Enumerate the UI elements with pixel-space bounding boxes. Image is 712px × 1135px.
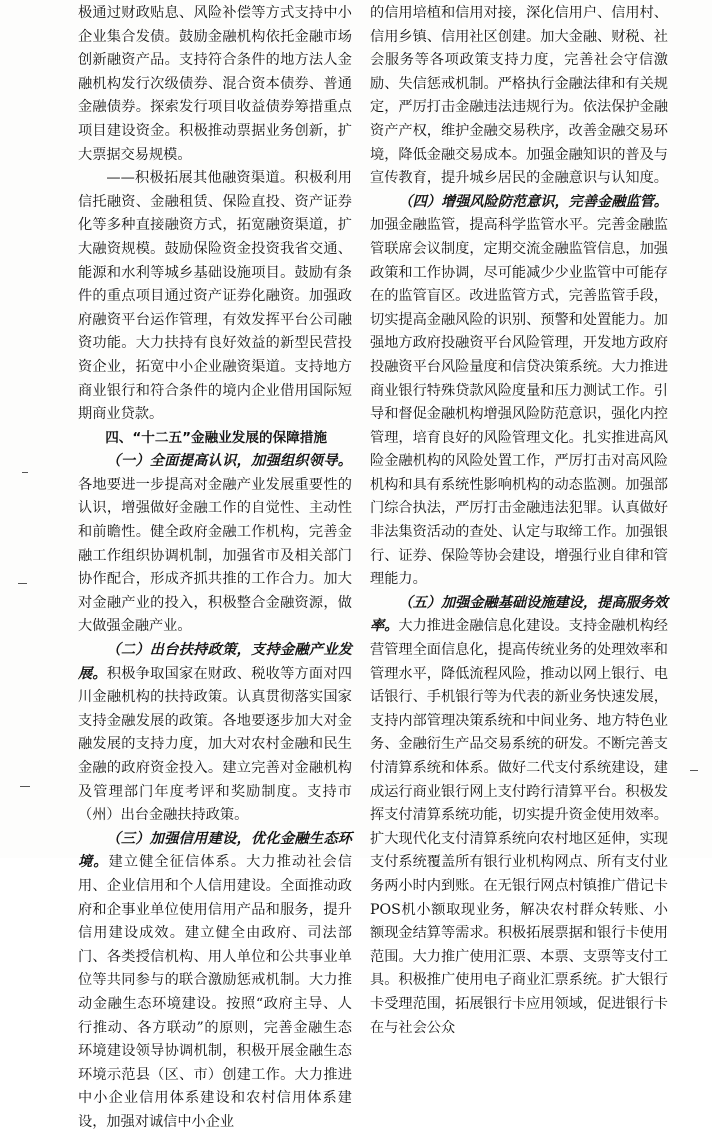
paragraph-policy — [78, 639, 352, 828]
body-credit: 建立健全征信体系。大力推动社会信用、企业信用和个人信用建设。全面推动政府和企事业单位使用信用产品和服务，提升信用建设成效。建立健全由政府、司法部门、各类授信机构、用人单位和公共事业单位等共同参与的联合激励惩戒机制。大力推动金融生态环境建设。按照“政府主导、人行推动、各方联动”的原则，完善金融生态环境建设领导协调机制，积极开展金融生态环境示范县（区、市）创建工作。大力推进中小企业信用体系建设和农村信用体系建设，加强对诚信中小企业 — [78, 854, 352, 1130]
paragraph-awareness — [78, 450, 352, 639]
paragraph-infrastructure — [370, 592, 668, 1040]
body-awareness: 各地要进一步提高对金融产业发展重要性的认识，增强做好金融工作的自觉性、主动性和前瞻性。健全政府金融工作机构，完善金融工作组织协调机制，加强省市及相关部门协作配合，形成齐抓共推的工作合力。加大对金融产业的投入，积极整合金融资源，做大做强金融产业。 — [78, 476, 352, 635]
paragraph-credit-continued: 的信用培植和信用对接，深化信用户、信用村、信用乡镇、信用社区创建。加大金融、财税、社会服务等各项政策支持力度，完善社会守信激励、失信惩戒机制。严格执行金融法律和有关规定，严厉打击金融违法违规行为。依法保护金融资产产权，维护金融交易秩序，改善金融交易环境，降低金融交易成本。加强金融知识的普及与宣传教育，提升城乡居民的金融意识与认知度。 — [370, 5, 668, 187]
paragraph-risk — [370, 191, 668, 592]
right-column — [370, 2, 668, 1036]
scan-mark — [22, 472, 28, 473]
subheading-policy: （二）出台扶持政策，支持金融产业发展。 — [78, 642, 352, 682]
body-risk: 加强金融监管，提高科学监管水平。完善金融监管联席会议制度，定期交流金融监管信息，加强政策和工作协调，尽可能减少少业监管中可能存在的监管盲区。改进监管方式，完善监管手段，切实提高金融风险的识别、预警和处置能力。加强地方政府投融资平台风险管理，开发地方政府投融资平台风险量度和信贷决策系统。大力推进商业银行特殊贷款风险度量和压力测试工作。引导和督促金融机构增强风险防范意识，强化内控管理，培育良好的风险管理文化。扎实推进高风险金融机构的风险处置工作，严厉打击对高风险机构和具有系统性影响机构的动态监测。加强部门综合执法，严厉打击金融违法犯罪。认真做好非法集资活动的查处、认定与取缔工作。加强银行、证券、保险等协会建设，增强行业自律和管理能力。 — [370, 217, 668, 588]
scan-mark — [20, 786, 30, 787]
scan-mark — [690, 770, 698, 771]
subheading-credit: （三）加强信用建设，优化金融生态环境。 — [78, 830, 352, 871]
paragraph-financing-bonds: 极通过财政贴息、风险补偿等方式支持中小企业集合发债。鼓励金融机构依托金融市场创新融资产品。支持符合条件的地方法人金融机构发行次级债券、混合资本债券、普通金融债券。探索发行项目收益债券筹措重点项目建设资金。积极推动票据业务创新，扩大票据交易规模。 — [78, 5, 352, 163]
subheading-infrastructure: （五）加强金融基础设施建设，提高服务效率。 — [370, 594, 668, 635]
paragraph-other-channels: ——积极拓展其他融资渠道。积极利用信托融资、金融租赁、保险直投、资产证券化等多种直接融资方式，拓宽融资渠道，扩大融资规模。鼓励保险资金投资我省交通、能源和水利等城乡基础设施项目。鼓励有条件的重点项目通过资产证券化融资。加强政府融资平台运作管理，有效发挥平台公司融资功能。大力扶持有良好效益的新型民营投资企业，拓宽中小企业融资渠道。支持地方商业银行和符合条件的境内企业借用国际短期商业贷款。 — [78, 170, 352, 423]
body-policy: 积极争取国家在财政、税收等方面对四川金融机构的扶持政策。认真贯彻落实国家支持金融发展的政策。各地要逐步加大对金融发展的支持力度，加大对农村金融和民生金融的政府资金投入。建立完善对金融机构及管理部门年度考评和奖励制度。支持市（州）出台金融扶持政策。 — [78, 665, 352, 824]
subheading-awareness: （一）全面提高认识，加强组织领导。 — [106, 453, 352, 470]
scan-mark — [18, 583, 27, 584]
left-column — [78, 2, 352, 1130]
body-infrastructure: 大力推进金融信息化建设。支持金融机构经营管理全面信息化，提高传统业务的处理效率和管理水平，降低流程风险，推动以网上银行、电话银行、手机银行等为代表的新业务快速发展，支持内部管理决策系统和中间业务、地方特色业务、金融衍生产品交易系统的研发。不断完善支付清算系统和体系。做好二代支付系统建设，建成运行商业银行网上支付跨行清算平台。积极发挥支付清算系统功能，切实提升资金使用效率。扩大现代化支付清算系统向农村地区延伸，实现支付系统覆盖所有银行业机构网点、所有支付业务两小时内到账。在无银行网点村镇推广借记卡POS机小额取现业务，解决农村群众转账、小额现金结算等需求。积极拓展票据和银行卡使用范围。大力推广使用汇票、本票、支票等支付工具。积极推广使用电子商业汇票系统。扩大银行卡受理范围，拓展银行卡应用领域，促进银行卡在与社会公众 — [370, 618, 668, 1036]
paragraph-credit — [78, 828, 352, 1135]
subheading-risk: （四）增强风险防范意识，完善金融监管。 — [398, 193, 668, 210]
section-heading-safeguards: 四、“十二五”金融业发展的保障措施 — [105, 429, 327, 446]
